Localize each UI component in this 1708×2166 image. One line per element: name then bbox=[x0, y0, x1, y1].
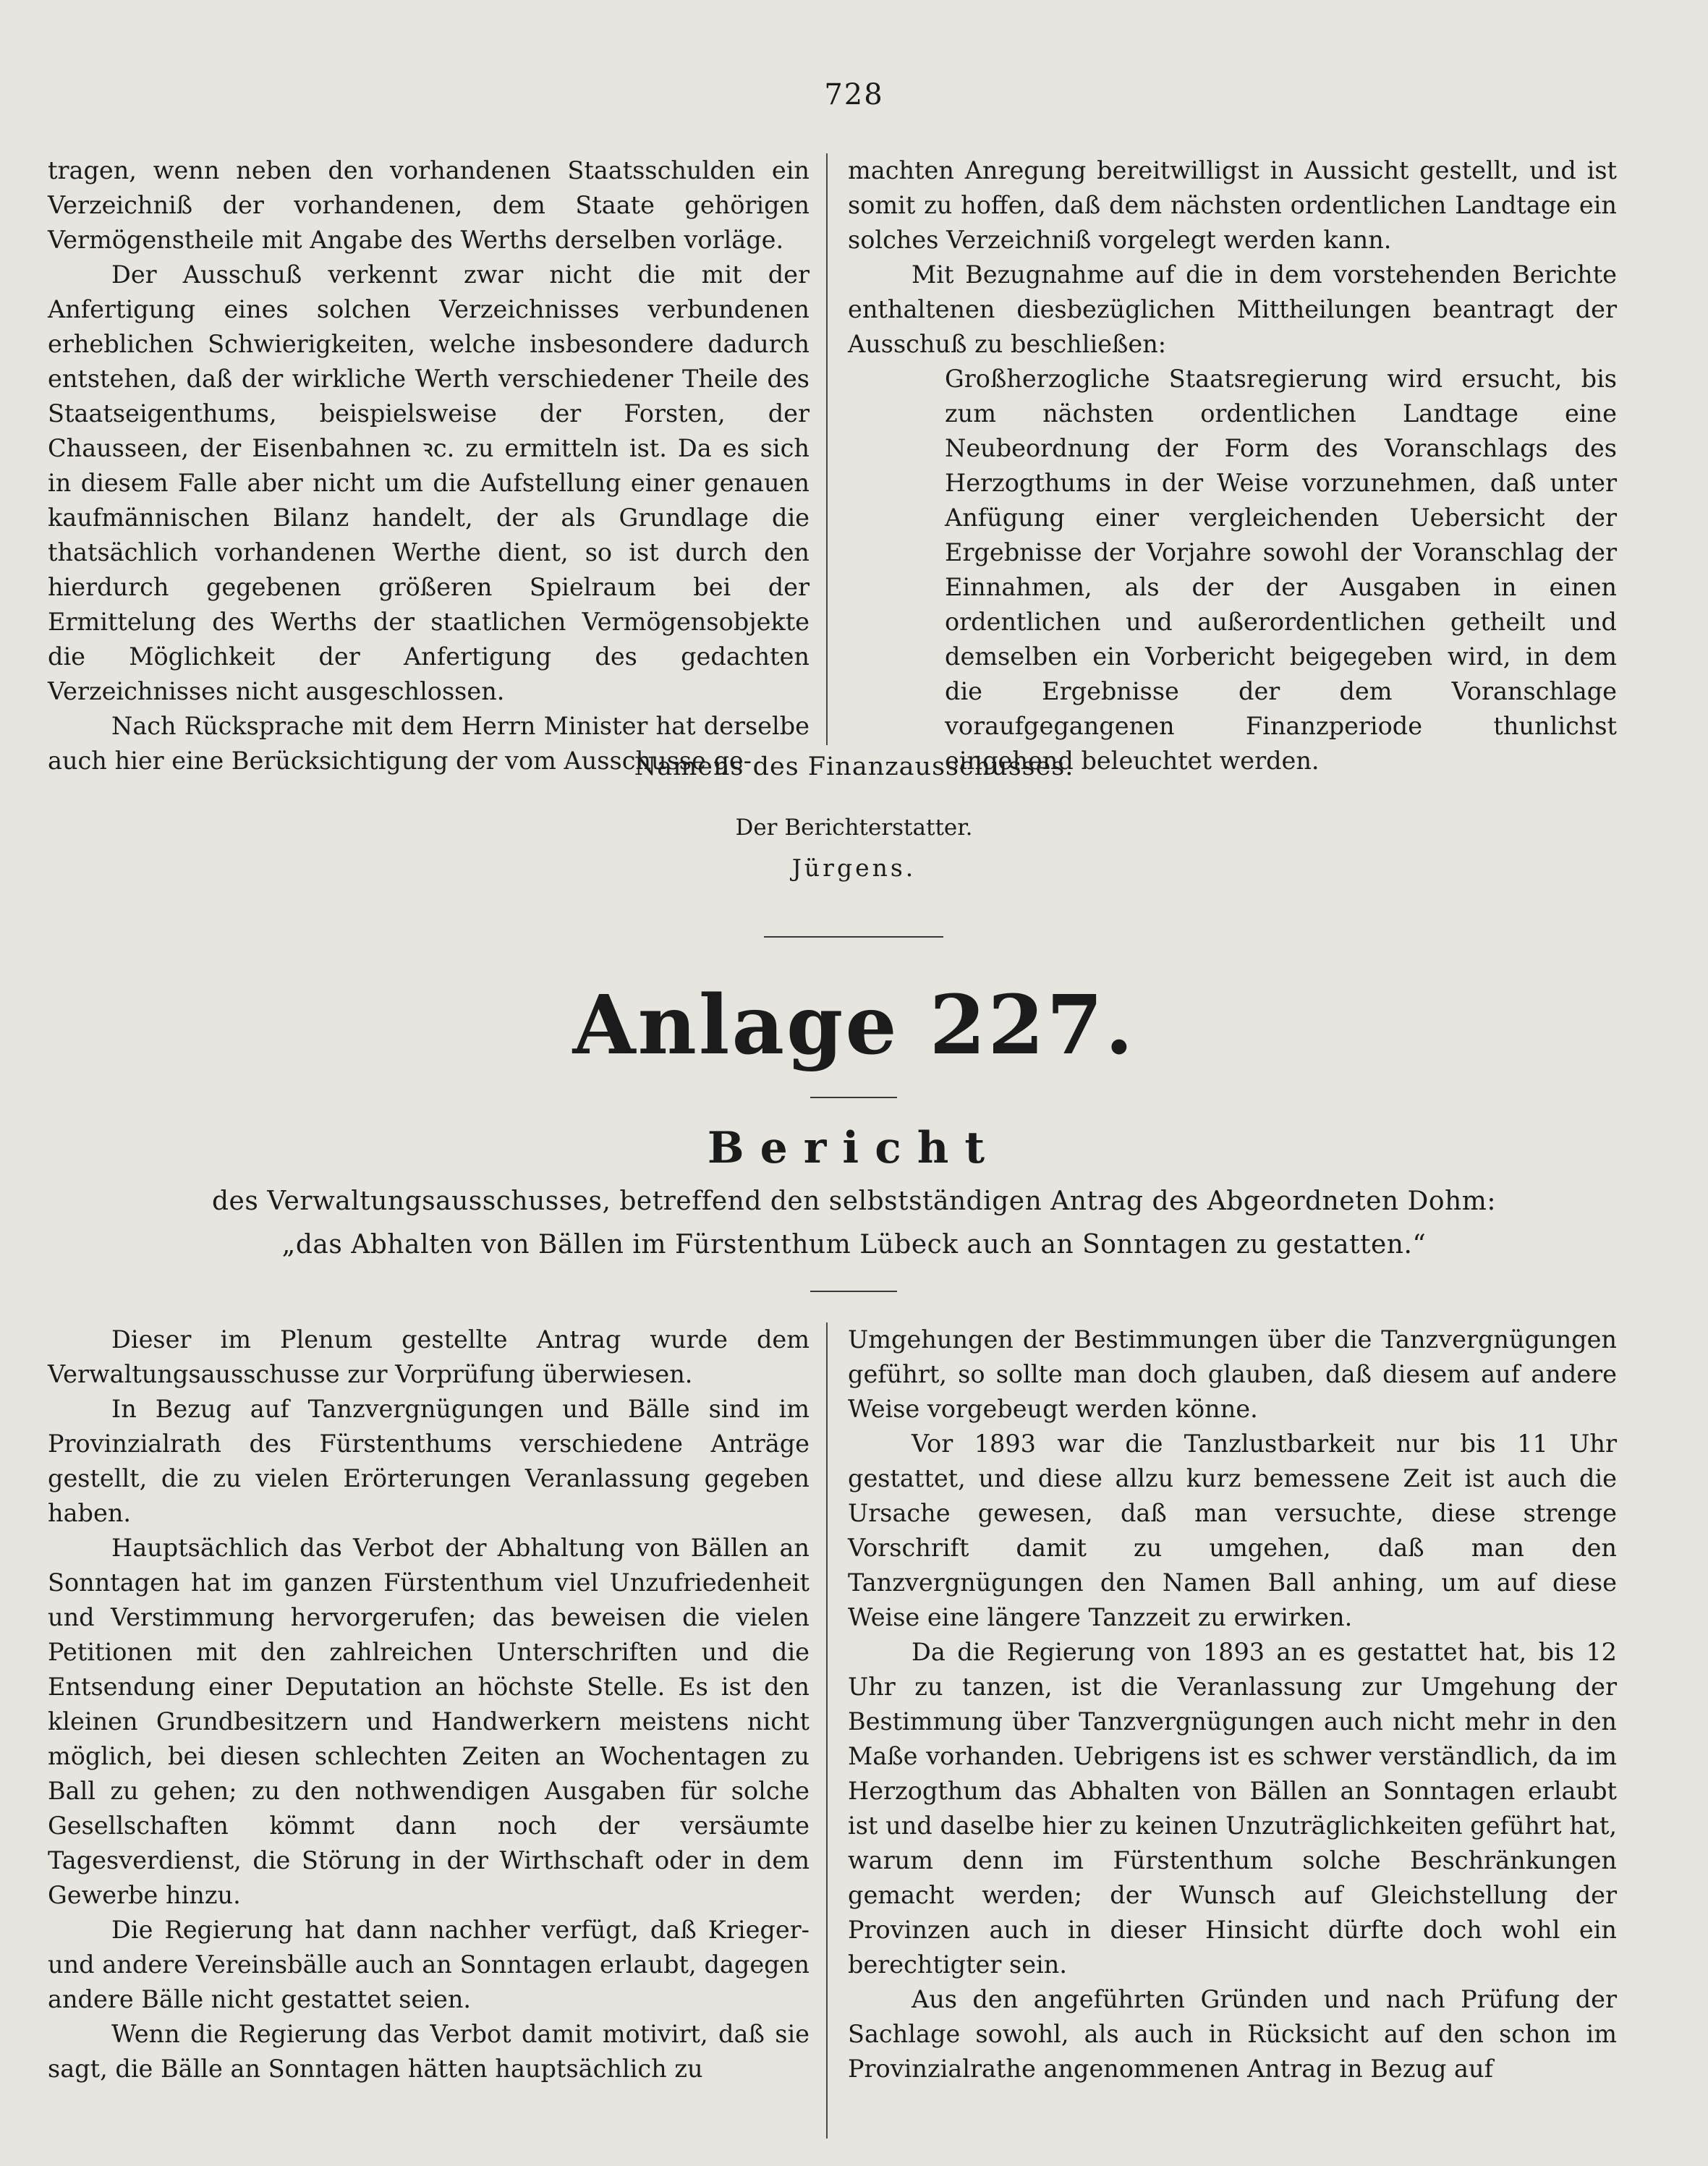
paragraph: Wenn die Regierung das Verbot damit motivirt, daß sie sagt, die Bälle an Sonntagen hätten hauptsächlich zu bbox=[48, 2020, 810, 2083]
anlage-heading: Anlage 227. bbox=[572, 978, 1136, 1073]
subtitle-rule bbox=[810, 1291, 897, 1292]
page-number: 728 bbox=[824, 78, 884, 111]
bericht-heading: Bericht bbox=[707, 1123, 1001, 1173]
paragraph: Umgehungen der Bestimmungen über die Tanzvergnügungen geführt, so sollte man doch glauben, daß diesem auf andere Weise vorgebeugt werden könne. bbox=[848, 1325, 1617, 1423]
paragraph: Da die Regierung von 1893 an es gestattet hat, bis 12 Uhr zu tanzen, ist die Veranlassung zur Umgehung der Bestimmung über Tanzvergnügungen auch nicht mehr in den Maße vorhanden. Uebrigens ist es schwer verständlich, da im Herzogthum das Abhalten von Bällen an Sonntagen erlaubt ist und daselbe hier zu keinen Unzuträglichkeiten geführt hat, warum denn im Fürstenthum solche Beschränkungen gemacht werden; der Wunsch auf Gleichstellung der Provinzen auch in dieser Hinsicht dürfte doch wohl ein berechtigter sein. bbox=[848, 1638, 1617, 1979]
heading-rule bbox=[810, 1097, 897, 1098]
paragraph: machten Anregung bereitwilligst in Aussicht gestellt, und ist somit zu hoffen, daß dem nächsten ordentlichen Landtage ein solches Verzeichniß vorgelegt werden kann. bbox=[848, 156, 1617, 254]
paragraph: tragen, wenn neben den vorhandenen Staatsschulden ein Verzeichniß der vorhandenen, dem Staate gehörigen Vermögenstheile mit Angabe des Werths derselben vorläge. bbox=[48, 156, 810, 254]
resolution-text: Großherzogliche Staatsregierung wird ersucht, bis zum nächsten ordentlichen Landtage eine Neubeordnung der Form des Voranschlags des Herzogthums in der Weise vorzunehmen, daß unter Anfügung einer vergleichenden Uebersicht der Ergebnisse der Vorjahre sowohl der Voranschlag der Einnahmen, als der der Ausgaben in einen ordentlichen und außerordentlichen getheilt und demselben ein Vorbericht beigegeben wird, in dem die Ergebnisse der dem Voranschlage voraufgegangenen Finanzperiode thunlichst eingehend beleuchtet werden. bbox=[945, 365, 1617, 775]
signature-committee: Namens des Finanzausschusses. bbox=[634, 752, 1074, 781]
paragraph: Mit Bezugnahme auf die in dem vorstehenden Berichte enthaltenen diesbezüglichen Mittheilungen beantragt der Ausschuß zu beschließen: bbox=[848, 260, 1617, 358]
paragraph: Hauptsächlich das Verbot der Abhaltung von Bällen an Sonntagen hat im ganzen Fürstenthum viel Unzufriedenheit und Verstimmung hervorgerufen; das beweisen die vielen Petitionen mit den zahlreichen Unterschriften und die Entsendung einer Deputation an höchste Stelle. Es ist den kleinen Grundbesitzern und Handwerkern meistens nicht möglich, bei diesen schlechten Zeiten an Wochentagen zu Ball zu gehen; zu den nothwendigen Ausgaben für solche Gesellschaften kömmt dann noch der versäumte Tagesverdienst, die Störung in der Wirthschaft oder in dem Gewerbe hinzu. bbox=[48, 1534, 810, 1909]
subtitle-line-1: des Verwaltungsausschusses, betreffend den selbstständigen Antrag des Abgeordneten Dohm: bbox=[212, 1186, 1496, 1216]
column-divider bbox=[826, 153, 828, 745]
bottom-right-column bbox=[848, 1322, 1617, 2086]
top-left-column bbox=[48, 153, 810, 778]
paragraph: In Bezug auf Tanzvergnügungen und Bälle sind im Provinzialrath des Fürstenthums verschiedene Anträge gestellt, die zu vielen Erörterungen Veranlassung gegeben haben. bbox=[48, 1395, 810, 1527]
column-divider bbox=[826, 1322, 828, 2139]
paragraph: Aus den angeführten Gründen und nach Prüfung der Sachlage sowohl, als auch in Rücksicht auf den schon im Provinzialrathe angenommenen Antrag in Bezug auf bbox=[848, 1985, 1617, 2083]
signature-name: Jürgens. bbox=[791, 854, 917, 882]
paragraph: Die Regierung hat dann nachher verfügt, daß Krieger- und andere Vereinsbälle auch an Sonntagen erlaubt, dagegen andere Bälle nicht gestattet seien. bbox=[48, 1916, 810, 2013]
paragraph: Der Ausschuß verkennt zwar nicht die mit der Anfertigung eines solchen Verzeichnisses verbundenen erheblichen Schwierigkeiten, welche insbesondere dadurch entstehen, daß der wirkliche Werth verschiedener Theile des Staatseigenthums, beispielsweise der Forsten, der Chausseen, der Eisenbahnen ꝛc. zu ermitteln ist. Da es sich in diesem Falle aber nicht um die Aufstellung einer genauen kaufmännischen Bilanz handelt, der als Grundlage die thatsächlich vorhandenen Werthe dient, so ist durch den hierdurch gegebenen größeren Spielraum bei der Ermittelung des Werths der staatlichen Vermögensobjekte die Möglichkeit der Anfertigung des gedachten Verzeichnisses nicht ausgeschlossen. bbox=[48, 260, 810, 705]
paragraph: Nach Rücksprache mit dem Herrn Minister hat derselbe auch hier eine Berücksichtigung der vom Ausschusse ge- bbox=[48, 712, 810, 775]
bottom-left-column bbox=[48, 1322, 810, 2086]
signature-role: Der Berichterstatter. bbox=[735, 815, 973, 841]
subtitle-line-2: „das Abhalten von Bällen im Fürstenthum Lübeck auch an Sonntagen zu gestatten.“ bbox=[281, 1230, 1427, 1260]
paragraph: Vor 1893 war die Tanzlustbarkeit nur bis 11 Uhr gestattet, und diese allzu kurz bemessene Zeit ist auch die Ursache gewesen, daß man versuchte, diese strenge Vorschrift damit zu umgehen, daß man den Tanzvergnügungen den Namen Ball anhing, um auf diese Weise eine längere Tanzzeit zu erwirken. bbox=[848, 1430, 1617, 1631]
paragraph: Dieser im Plenum gestellte Antrag wurde dem Verwaltungsausschusse zur Vorprüfung überwiesen. bbox=[48, 1325, 810, 1388]
section-divider bbox=[764, 936, 943, 938]
top-right-column bbox=[848, 153, 1617, 778]
